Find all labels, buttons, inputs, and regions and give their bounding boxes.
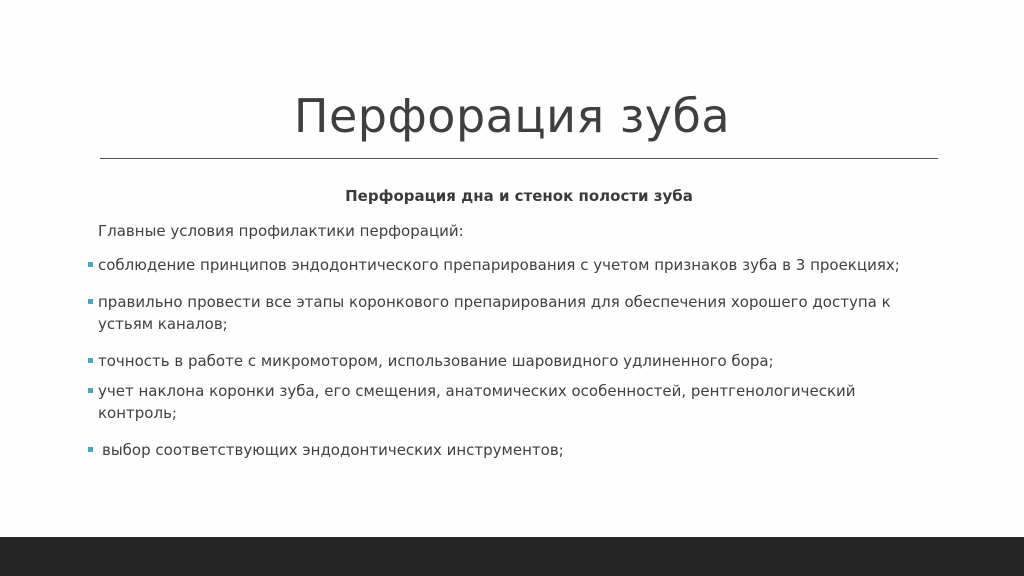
bullet-item xyxy=(88,380,938,424)
bullet-text: соблюдение принципов эндодонтического препарирования с учетом признаков зуба в 3 проекциях; xyxy=(98,256,900,274)
bullet-item xyxy=(88,291,938,335)
bullet-text: точность в работе с микромотором, использование шаровидного удлиненного бора; xyxy=(98,352,774,370)
bullet-text: выбор соответствующих эндодонтических инструментов; xyxy=(102,441,564,459)
bullet-text: учет наклона коронки зуба, его смещения, анатомических особенностей, рентгенологический контроль; xyxy=(98,382,856,422)
bullet-text: правильно провести все этапы коронкового препарирования для обеспечения хорошего доступа к устьям каналов; xyxy=(98,293,891,333)
bullet-list xyxy=(88,254,938,476)
bullet-item xyxy=(88,254,938,276)
bullet-item xyxy=(88,439,938,461)
footer-bar xyxy=(0,537,1024,576)
bullet-marker-icon xyxy=(88,388,93,393)
intro-text: Главные условия профилактики перфораций: xyxy=(98,222,464,240)
bullet-marker-icon xyxy=(88,262,93,267)
bullet-marker-icon xyxy=(88,447,93,452)
slide-subtitle: Перфорация дна и стенок полости зуба xyxy=(345,187,693,205)
bullet-marker-icon xyxy=(88,358,93,363)
bullet-item xyxy=(88,350,938,372)
bullet-marker-icon xyxy=(88,299,93,304)
slide-title: Перфорация зуба xyxy=(293,89,731,143)
title-divider xyxy=(100,158,938,159)
